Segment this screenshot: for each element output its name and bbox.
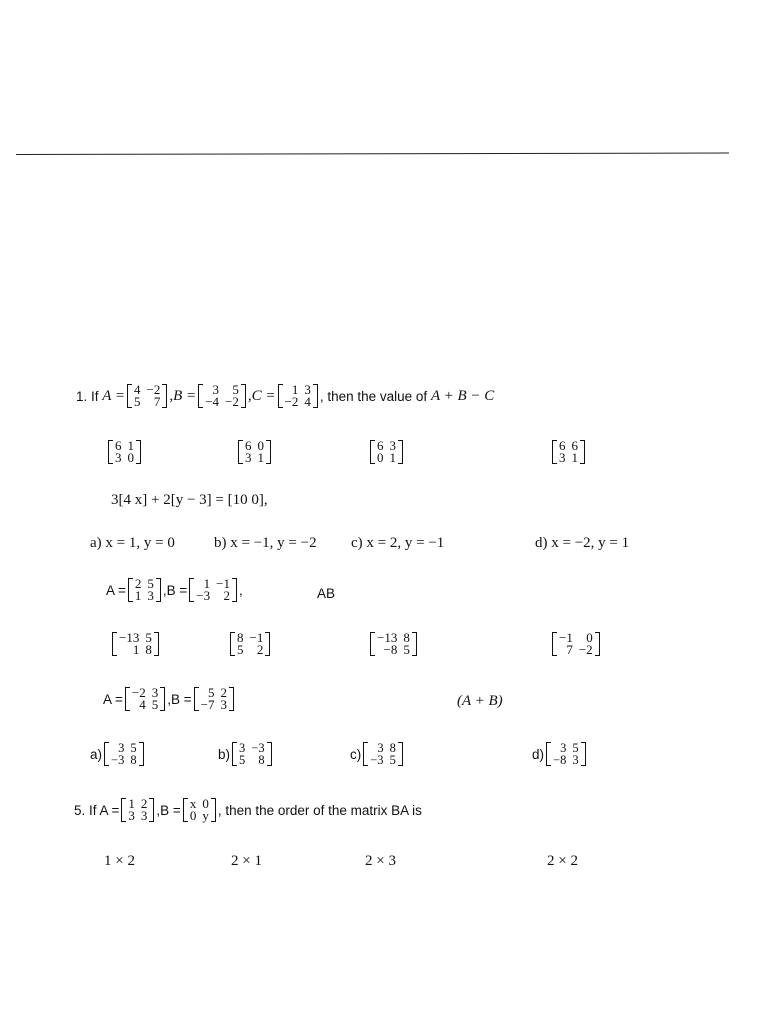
q5-number: 5. If A = [74,802,120,818]
matrix-cell: −3 [196,588,211,603]
matrix-cell: 0 [377,450,384,465]
matrix-cell: 7 [153,394,161,409]
q3-b-label: ,B = [162,582,188,598]
matrix-cell: 4 [304,394,311,409]
matrix-cell: x [189,796,197,811]
matrix-cell: 3 [245,450,252,465]
matrix-cell: −7 [200,697,215,712]
q5-option-a[interactable]: 1 × 2 [104,853,135,869]
q3-option-a-matrix [112,632,159,656]
matrix-cell: 0 [202,796,209,811]
q1-option-c-matrix [370,440,403,464]
q1-number: 1. If [76,388,99,404]
matrix-cell: −1 [249,630,264,645]
q4-option-d-matrix [546,742,586,766]
matrix-cell: 3 [140,808,148,823]
matrix-cell: −3 [111,753,125,767]
matrix-cell: 8 [237,630,244,645]
matrix-cell: −8 [553,753,567,767]
matrix-cell: −2 [284,394,299,409]
matrix-cell: 1 [389,450,396,465]
q3-after: , [238,582,243,598]
q5-option-d[interactable]: 2 × 2 [547,853,578,869]
matrix-cell: 5 [147,576,154,591]
matrix-cell: 3 [147,588,154,603]
matrix-cell: 3 [377,741,384,755]
matrix-cell: 5 [134,394,141,409]
matrix-cell: 3 [239,741,246,755]
q4-option-d-label: d) [532,746,545,762]
q5-option-b[interactable]: 2 × 1 [231,853,262,869]
matrix-cell: 6 [559,438,566,453]
matrix-cell: 4 [134,382,141,397]
matrix-cell: 1 [571,450,578,465]
q4-a-label: A = [103,691,123,707]
q1-matrix-b [198,384,246,408]
matrix-cell: 3 [118,741,125,755]
matrix-cell: 6 [571,438,578,453]
q1-option-a[interactable] [106,440,143,464]
matrix-cell: 4 [139,697,146,712]
matrix-cell: 1 [291,382,299,397]
q1-b-label: ,B = [169,387,197,404]
q1-matrix-a [127,384,167,408]
matrix-cell: 6 [115,438,122,453]
q5-matrix-a [121,798,154,822]
q1-tail: , then the value of [319,388,428,404]
matrix-cell: 0 [586,630,593,645]
matrix-cell: −3 [251,741,265,755]
q4-b-label: ,B = [167,691,192,707]
matrix-cell: 1 [257,450,264,465]
q3-option-b[interactable] [228,632,272,656]
matrix-cell: 3 [115,450,122,465]
q4-option-b-label: b) [218,746,231,762]
q2-option-b[interactable]: b) x = −1, y = −2 [214,535,317,551]
q1-expression: A + B − C [430,387,495,404]
q5-tail: , then the order of the matrix BA is [217,802,422,818]
q4-option-d[interactable] [532,742,588,766]
question-1 [76,384,494,408]
q5-matrix-b [183,798,216,822]
q1-option-b-matrix [238,440,271,464]
q1-option-b[interactable] [236,440,273,464]
matrix-cell: 2 [140,796,148,811]
q3-option-d-matrix [552,632,600,656]
matrix-cell: 8 [130,753,137,767]
q4-option-a[interactable] [90,742,146,766]
q2-option-a[interactable]: a) x = 1, y = 0 [90,535,175,551]
matrix-cell: 1 [203,576,211,591]
matrix-cell: 5 [151,697,159,712]
q1-option-d[interactable] [550,440,587,464]
matrix-cell: 5 [239,753,246,767]
q4-ask: (A + B) [457,693,503,709]
q3-option-c-matrix [370,632,417,656]
matrix-cell: 3 [220,697,227,712]
matrix-cell: 0 [257,438,264,453]
matrix-cell: −2 [225,394,239,409]
matrix-cell: 2 [134,576,142,591]
matrix-cell: 0 [127,450,134,465]
q3-matrix-b [189,578,237,602]
q4-matrix-b [194,687,234,711]
q4-matrix-a [125,687,165,711]
q3-option-b-matrix [230,632,270,656]
matrix-cell: 3 [560,741,567,755]
matrix-cell: y [202,808,209,823]
matrix-cell: 5 [389,753,396,767]
q3-matrix-a [128,578,161,602]
matrix-cell: 6 [377,438,384,453]
q4-option-b-matrix [232,742,272,766]
matrix-cell: 5 [145,630,152,645]
matrix-cell: 5 [207,685,215,700]
matrix-cell: −4 [205,394,220,409]
matrix-cell: 1 [132,642,140,657]
question-3 [106,578,243,602]
matrix-cell: −8 [383,642,398,657]
q4-option-a-matrix [104,742,144,766]
matrix-cell: 1 [128,796,135,811]
matrix-cell: 8 [389,741,396,755]
matrix-cell: 8 [145,642,152,657]
matrix-cell: 2 [256,642,264,657]
q1-option-d-matrix [552,440,585,464]
matrix-cell: −1 [216,576,230,591]
q3-ask: AB [317,586,336,601]
matrix-cell: 3 [212,382,220,397]
q1-matrix-c [278,384,318,408]
matrix-cell: 3 [151,685,159,700]
q5-b-label: ,B = [156,802,181,818]
q5-option-c[interactable]: 2 × 3 [365,853,396,869]
matrix-cell: −1 [559,630,573,645]
matrix-cell: 6 [245,438,252,453]
q2-option-c[interactable]: c) x = 2, y = −1 [351,535,445,551]
matrix-cell: 5 [130,741,137,755]
q4-option-c-label: c) [350,746,362,762]
matrix-cell: −13 [119,630,140,645]
matrix-cell: 5 [403,642,410,657]
q3-option-a[interactable] [110,632,161,656]
horizontal-rule [16,153,729,155]
matrix-cell: 2 [223,588,230,603]
matrix-cell: 1 [127,438,134,453]
matrix-cell: 3 [128,808,135,823]
question-4 [103,687,236,711]
q4-option-a-label: a) [90,746,103,762]
q1-a-label: A = [102,387,126,404]
matrix-cell: 3 [559,450,566,465]
question-5 [74,798,422,822]
matrix-cell: 5 [572,741,579,755]
matrix-cell: 5 [232,382,239,397]
matrix-cell: −13 [377,630,398,645]
q4-option-c-matrix [363,742,403,766]
matrix-cell: 3 [389,438,396,453]
matrix-cell: −2 [578,642,593,657]
q1-option-a-matrix [108,440,141,464]
q3-option-c[interactable] [368,632,419,656]
q2-option-d[interactable]: d) x = −2, y = 1 [535,535,630,551]
matrix-cell: 5 [237,642,244,657]
matrix-cell: 3 [572,753,579,767]
matrix-cell: −2 [131,685,146,700]
q1-c-label: ,C = [247,387,276,404]
matrix-cell: 8 [403,630,410,645]
q4-option-b[interactable] [218,742,274,766]
matrix-cell: 7 [566,642,573,657]
q3-a-label: A = [106,582,126,598]
matrix-cell: 8 [258,753,265,767]
matrix-cell: 2 [220,685,227,700]
q4-option-c[interactable] [350,742,405,766]
q3-option-d[interactable] [550,632,602,656]
matrix-cell: 3 [304,382,311,397]
matrix-cell: 1 [134,588,142,603]
q1-option-c[interactable] [368,440,405,464]
q2-equation: 3[4 x] + 2[y − 3] = [10 0], [111,492,268,508]
matrix-cell: 0 [189,808,197,823]
matrix-cell: −2 [146,382,161,397]
matrix-cell: −3 [370,753,384,767]
